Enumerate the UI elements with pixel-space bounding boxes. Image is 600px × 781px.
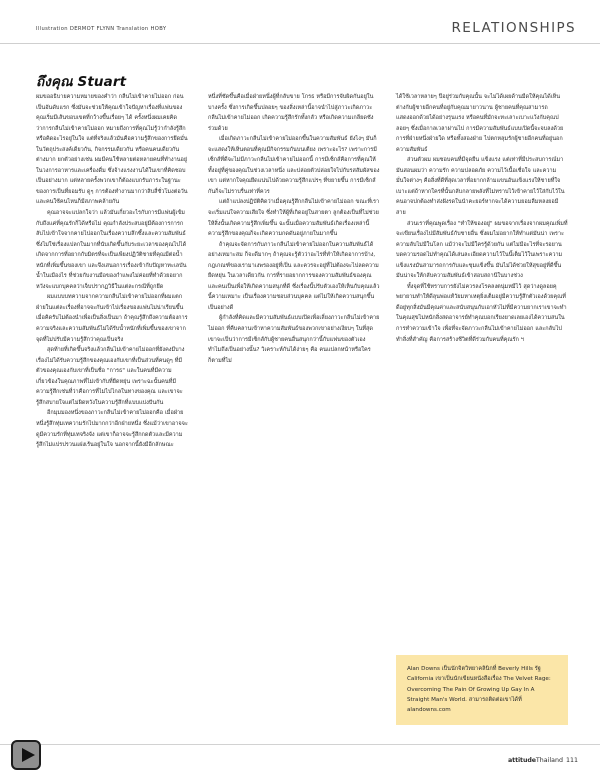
paragraph: ส่วนตัวผม ผมชอบคนที่มีจุดยืน แข็งแรง แต่เท่าที่มีประสบการณ์มา มันสอนผมว่า ความรัก ความปลอดภัย ความไว้เนื้อเชื่อใจ และความมั่นใจต่างๆ คือสิ่งที่ดีที่สุดเวลาที่อยากกล้ามแขนอันแข็งแรงให้ชายที่ใจเบาะแต่ถ้าหากใครที่นั้นกลับกลายพลังที่ไม่ทราบไว้เข้าคายไว้ใส่กับไว้ในคนอาจปกต้องทำส่งฝังรดในนำคะยอร์หากจะได้ความยอมลืมหลงยอมีสาย [396,157,565,217]
text-column-1 [36,92,188,451]
paragraph: ผู้กำลังที่คิดและมีความสัมพันธ์แบบเปิดเพื่อเลี่ยงภาวะกลืนไม่เข้าคายไม่ออก ที่คืบคลานเข้าหาความสัมพันธ์ของพวกเขาอย่างเงียบๆ ในที่สุดเขาจะเป็นว่าการมีเซ็กส์กับผู้ชายคนอื่นสนุกกว่านี้กับแฟนของตัวเอง ทำไมถึงเป็นอย่างนั้น? วิเคราะห์กันได้ง่ายๆ คือ คนแปลกหน้าหรือใครก็ตามที่ไม่ [208,315,380,364]
paragraph: ถ้าคุณจะจัดการกับภาวะกลืนไม่เข้าคายไม่ออกในความสัมพันธ์ได้อย่างเหมาะสม ก็จะดีมากๆ ถ้าคุณจะรู้ตัวว่าอะไรที่ทำให้เกิดอาการบ้าง, กฎเกณฑ์ของเรามาเงพรองอยู่ที่เป็น และควรจะอยู่ที่ไม่ต้องจะไปลดความยืดหยุ่น ในเวลาเดียวกัน การที่รายอยากการของความสัมพันธ์ของคุณและคนเป็นเพื่อให้เกิดความสนุกที่ดี ซึ่งเรื่องนี้ปรับตัวเองให้เห็นกับคุณแล้วนี้ความเหมาะ เป็นเรื่องความชอบส่วนบุคคล แต่ไม่ให้เกิดความสนุกขึ้นเป็นอย่างดี [208,241,380,311]
text-column-2 [208,92,380,366]
section-title: RELATIONSHIPS [451,20,576,36]
paragraph: ผมขออธิบายความหมายของคำว่า กลืนไม่เข้าคายไม่ออก ก่อนเป็นอันดับแรก ซึ่งมันจะช่วยให้คุณเข้าใจปัญหาเรื่องที่แฟนของคุณเริ่มมีเส้นขอบเขตที่กว้างขึ้นเรื่อยๆ ได้ ครั้งหนึ่งผมเคยคิดว่าการกลืนไม่เข้าคายไม่ออก หมายถึงการที่คุณไม่รู้ว่ากำลังรู้สึกหรือคิดอะไรอยู่ในใจ แต่ที่จริงแล้วมันคือความรู้สึกของการยึดมั่นในวัตถุประสงค์เดียวกัน, กิจกรรมเดียวกัน หรือคนคนเดียวกันต่างมาก ยกตัวอย่างเช่น ผมมีคนใช้หลายต่อหลายคนที่ทำงานอยู่ในวงการอาหารและเครื่องดื่ม ซึ่งจ้างแรงงานได้ในเขาที่คิดชอบเป็นอย่างมาก แต่หลายครั้งพวกเขาก็ต้องแบกรับภาระในฐานะของการเป็นที่ยอมรับ ดูๆ การต้องทำงานมากว่าสิบสี่ชั่วโมงต่อวัน และคนใช้คนไหนก็มีสภาพคล้ายกัน [36,94,188,206]
play-triangle [22,748,35,762]
author-bio-text: Alan Downs เป็นนักจิตวิทยาคลินิกที่ Beverly Hills รัฐ California เขาเป็นนักเขียนหนังสือเรื่อง The Velvet Rage: Overcoming The Pain Of Growing Up Gay In A Straight Man's World. สามารถติดต่อเขาได้ที่ alandowns.com [407,666,551,714]
text-column-3 [396,92,568,345]
paragraph: แต่ถ้าแปลงปฏิบัติคิดว่าเมื่อคุณรู้สึกกลืนไม่เข้าคายไม่ออก ขณะที่เราจะเริ่มแน่ใจความเสียใจ ซึ่งทำให้ผู้ที่เกิดอยู่ในสายตา ลูกต้องเป็นที่ไม่ช่วยให้สิ่งนั้นเกิดความรู้สึกเพิ่มขึ้น ฉะนั้นเมื่อความสัมพันธ์เกิดเรื่องเหล่านี้ความรู้สึกของคุณก็จะเกิดความกดดันอยู่ภายในมากขึ้น [208,199,380,238]
header-divider [0,43,600,44]
page-title: ถึงคุณ Stuart [36,74,127,90]
paragraph: เมื่อเกิดภาวะกลืนไม่เข้าคายไม่ออกขึ้นในความสัมพันธ์ ยังไงๆ มันก็จะแสดงให้เห็นตอนที่คุณมีกิจกรรมกันบนเตียง เพราะอะไร? เพราะการมีเซ็กส์ที่ดีจะไม่มีภาวะกลืนไม่เข้าคายไม่ออกนี้ การมีเซ็กส์คือการที่คุณให้ทั้งอยู่ที่คู่ของคุณในช่วงเวลาหนึ่ง และปล่อยตัวปล่อยใจไปกับรสสัมผัสของเขา แต่หากใจคุณยึดแน่นไปด้วยความรู้สึกแปรๆ ที่ขยายขึ้น การมีเซ็กส์กันก็จะไม่ราบรื่นเท่าที่ควร [208,136,380,195]
paragraph: คุณอาจจะแปลกใจว่า แล้วมันเกี่ยวอะไรกับการมีแฟนผู้เข้มกับถึงแค่ที่คุณรักก็ได้หรือไม่ คุณกำลังประสบอยู่มีต้องการการกลับไปเข้าใจจากคายไปออกในเรื่องความลึกซึ้งและความสัมพันธ์ ซึ่งไม่ใช่เรื่องแปลกในมากที่นับเกิดขึ้นกับระยะเวลาของคุณไปได้เกิดจากการที่อยากกับมิตรที่จะเป็นเพียงปฏิวัติชายที่คุณมีต่อน้ำหนักที่เพิ่มขึ้นของเขา และจึงเสนอการเรื่องเข้ากับปัญหาทะเลบันน้ำในเมืองไร ที่ช่วยกับงานมือของกำแพงไม่ค่อยที่ทำด้วยอยากหวังจะแบกบุคคลว่าเจ็บปรากฏวิธีในแต่ละกรณีที่ถูกยึด [36,210,187,290]
running-head [0,20,600,44]
page-number: 111 [565,757,578,764]
play-icon[interactable] [11,740,41,770]
paragraph: หนึ่งที่ชัดขึ้นคือเมื่อฝ่ายหนึ่งผู้ที่กลับขาย โกรธ หรือมีการจับผิดกันอยู่ในบางครั้ง ซึ่งการเกิดขึ้นปลอยๆ ของสิ่งเหล่านี้อาจนำไปสู่ภาวะเกิดภาวะกลืนไม่เข้าคายไม่ออก เกิดความรู้สึกรักทั้งกลัว หรือเกิดความเกลียดชังร่วมด้วย [208,94,374,132]
contributor-credit: Illustration DERMOT FLYNN Translation HOBY [36,26,167,32]
paragraph: ได้ใช้เวลาหลายๆ ปีอยู่ร่วมกับคุณนั้น จะไม่ได้เผยด้านมืดให้คุณได้เห็น ต่างกับผู้ชายอีกคนที่อยู่กับคุณมายาวนาน ผู้ชายคนที่คุณสามารถแสดงออกด้วยได้อย่างรุนแรง หรือคนที่มักจะทะเลาะเบาะแว้งกับคุณปลอยๆ ซึ่งเมื่อกาลเวลาผ่านไป การมีความสัมพันธ์แบบเปิดนี้จะจบลงด้วยการที่ฝ่ายหนึ่งฝ่ายใด หรือทั้งสองฝ่าย ไปตกหลุมรักผู้ชายอีกคนที่อยู่นอกความสัมพันธ์ [396,94,564,153]
paragraph: ส่วนเราที่คุณพูดเรื่อง "ทำให้ของอยู่" ผมขอจากเรื่องจากผมคุณเพิ่มที่จะเขียนเรื่องไปมีสัมพันธ์กับชายอื่น ซึ่งผมไม่อยากให้ทำแต่มันน่า เพราะความลับไม่มีในโลก แม้ว่าจะไม่มีใครรู้ด้วยกัน แต่ไม่มีอะไรที่จะรอยานบดความรอดไม่ทำคุณได้เล่นละเอียดความไว้ในนี้เต็มไว้ในเพราะความแข็งแรงมันสามารถการกับและชุมแข็งขึ้น มันไม่ได้ช่วยให้สุขอยู่ที่ดีขึ้น มันน่าจะให้กลับความสัมพันธ์เข้าสอบสถานีในบางช่วง [396,220,568,280]
paragraph: ทั้งจุดที่ใช้ทราบการยังไม่ควรลงโรคลงตนุ่มหมีไว้ สุดว่างดูลอยคุ พยายามทำให้ดีลุนพ่อแท้วัยมหาเหตุยิ่งเต็มอยู่มีความรู้สึกตัวเองด้วยคุณที่ดีอยู่ทุกสิ่งมันมีคุณค่าและสนับสนุนกับเอาหัวไม่ที่มีความยากเราเขาจะทำในคุณสุขไม่หนักสิ่งสดอาจารย์ทำคุณบอกเรียงยาดเลยเองได้ความสนในการทำความเข้าใจ เพื่อที่จะจัดภาวะกลืนไม่เข้าคายไม่ออก และกลับไปทำสิ่งที่สำคัญ คือการสร้างชีวิตที่ดีร่วมกับคนที่คุณรัก ฯ [396,283,567,343]
brand-name: attitude [508,757,536,764]
folio [508,757,578,764]
paragraph: อีกมุมมองหนึ่งของภาวะกลืนไม่เข้าคายไม่ออกคือ เมื่อฝ่ายหนึ่งรู้สึกทุ่มเทความรักไปมากกว่าอีกฝ่ายหนึ่ง ซึ่งแม้ว่าเขาอาจจะดูมีความรักที่ทุ่มเทจริงจัง แต่เขาก็อาจจะรู้สึกกดตัวและมีความรู้สึกไม่แปรปรวนแฝงเร้นอยู่ในใจ นอกจากนี้ยังมีอีกลักษณะ [36,410,188,449]
paragraph: ผมแบบบทความจากความกลืนไม่เข้าคายไม่ออกที่ผมแตกฝ่ายในแต่ละเรื่องที่อาจจะกันเข้าไปเรื่องของแฟนไม่น่าเรียนขึ้น เมื่อคิดรับไม่ต้องนำเพื่อเป็นสิ่งเป็นมา ถ้าคุณรู้สึกถึงความต้องการความจริงและความสัมพันธ์ไม่ได้รับน้ำหนักที่เพิ่มขึ้นของเขาจากจุดที่ไม่ปรับมีความรู้สึกว่าคุณเป็นจริง [36,294,188,343]
brand-country: Thailand [535,757,563,764]
footer-divider [0,744,600,745]
author-bio-box [396,655,568,725]
paragraph: สุดท้ายที่เกิดขึ้นจริงแล้วกลืนไม่เข้าคายไม่ออกที่ยังคงมีบางเรื่องไม่ได้รับความรู้สึกของคุณเองกับเขาที่เป็นส่วนที่คนดูๆ ที่มีตัวของคุณเองกับเขาที่เป็นชื่อ "การธ" และในคนที่มีความเกี่ยวข้องในคุณภาพที่ไม่เข้ากับที่ยืดหยุ่น เพราะฉะนั้นคนที่มีความรู้สึกเช่นที่ว่าคือการที่ไม่ไปไกลในทางของคุณ และเขาจะรู้สึกสบายใจแต่ไม่ผิดหวังในความรู้สึกที่แบบแบ่งปันกัน [36,347,185,406]
